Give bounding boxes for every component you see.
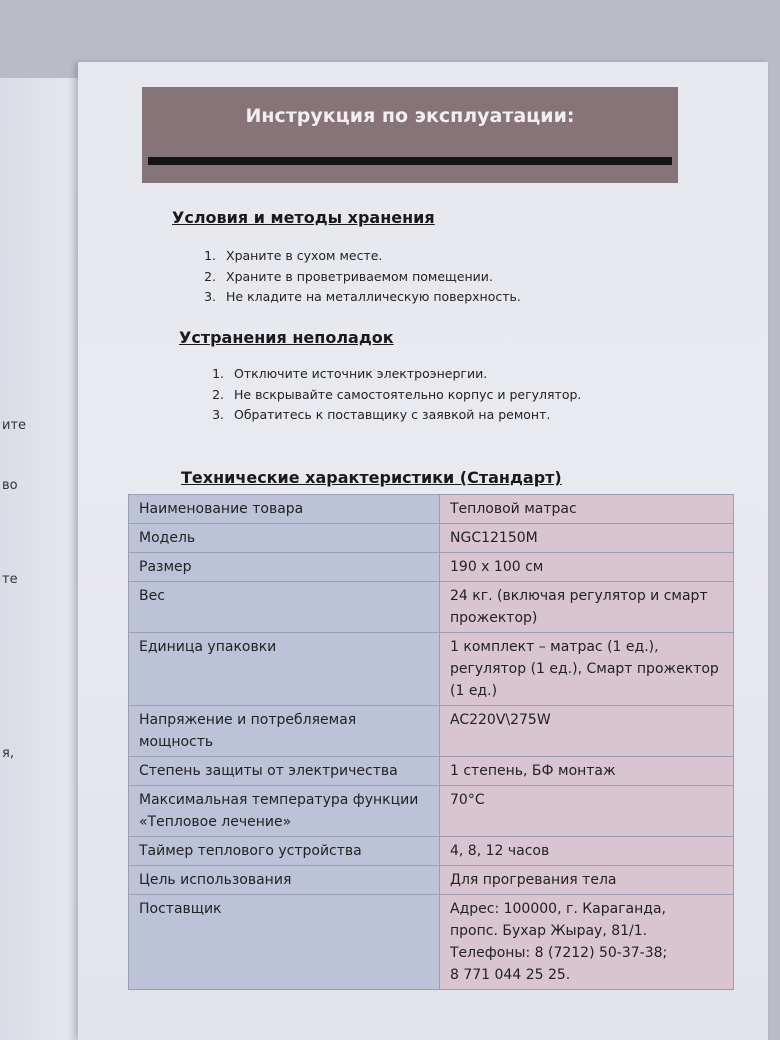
supplier-line: Адрес: 100000, г. Караганда, <box>450 901 667 917</box>
table-row <box>129 524 734 553</box>
spec-value: Тепловой матрас <box>440 495 734 524</box>
supplier-line: 8 771 044 25 25. <box>450 967 571 983</box>
list-item: 1. Отключите источник электроэнергии. <box>228 364 581 385</box>
spec-value: Для прогревания тела <box>440 866 734 895</box>
supplier-value <box>440 895 734 990</box>
supplier-line: пропс. Бухар Жырау, 81/1. <box>450 923 648 939</box>
spec-label: Вес <box>129 582 440 633</box>
spec-label: Максимальная температура функции «Тепловое лечение» <box>129 786 440 837</box>
list-item: 3. Обратитесь к поставщику с заявкой на ремонт. <box>228 405 581 426</box>
specs-table <box>128 494 734 990</box>
page-title: Инструкция по эксплуатации: <box>245 105 575 127</box>
troubleshooting-list <box>200 364 581 426</box>
spec-label: Наименование товара <box>129 495 440 524</box>
spec-value: 1 степень, БФ монтаж <box>440 757 734 786</box>
spec-label: Модель <box>129 524 440 553</box>
table-row <box>129 582 734 633</box>
spec-value: 24 кг. (включая регулятор и смарт прожектор) <box>440 582 734 633</box>
left-page-fragment: во <box>2 478 18 493</box>
left-page-fragment: я, <box>2 746 14 761</box>
spec-label: Единица упаковки <box>129 633 440 706</box>
title-banner <box>142 87 678 183</box>
list-item: 1. Храните в сухом месте. <box>220 246 521 267</box>
troubleshooting-heading: Устранения неполадок <box>179 328 394 347</box>
table-row <box>129 757 734 786</box>
table-row <box>129 495 734 524</box>
spec-label: Поставщик <box>129 895 440 990</box>
list-item: 3. Не кладите на металлическую поверхность. <box>220 287 521 308</box>
spec-value: AC220V\275W <box>440 706 734 757</box>
table-row <box>129 837 734 866</box>
spec-label: Цель использования <box>129 866 440 895</box>
spec-value: 4, 8, 12 часов <box>440 837 734 866</box>
spec-value: 70°C <box>440 786 734 837</box>
table-row <box>129 633 734 706</box>
banner-divider <box>148 157 672 165</box>
left-page-fragment: те <box>2 572 18 587</box>
table-row <box>129 786 734 837</box>
list-item: 2. Храните в проветриваемом помещении. <box>220 267 521 288</box>
spec-value: 190 x 100 см <box>440 553 734 582</box>
table-row <box>129 895 734 990</box>
spec-value: 1 комплект – матрас (1 ед.), регулятор (1 ед.), Смарт прожектор (1 ед.) <box>440 633 734 706</box>
spec-label: Степень защиты от электричества <box>129 757 440 786</box>
spec-label: Таймер теплового устройства <box>129 837 440 866</box>
storage-list <box>192 246 521 308</box>
document-page <box>78 62 768 1040</box>
specs-heading: Технические характеристики (Стандарт) <box>181 468 562 487</box>
list-item: 2. Не вскрывайте самостоятельно корпус и регулятор. <box>228 385 581 406</box>
spec-label: Размер <box>129 553 440 582</box>
table-row <box>129 866 734 895</box>
storage-heading: Условия и методы хранения <box>172 208 435 227</box>
supplier-line: Телефоны: 8 (7212) 50-37-38; <box>450 945 668 961</box>
spec-value: NGC12150M <box>440 524 734 553</box>
table-row <box>129 553 734 582</box>
left-page-fragment: ите <box>2 418 27 433</box>
spec-label: Напряжение и потребляемая мощность <box>129 706 440 757</box>
table-row <box>129 706 734 757</box>
